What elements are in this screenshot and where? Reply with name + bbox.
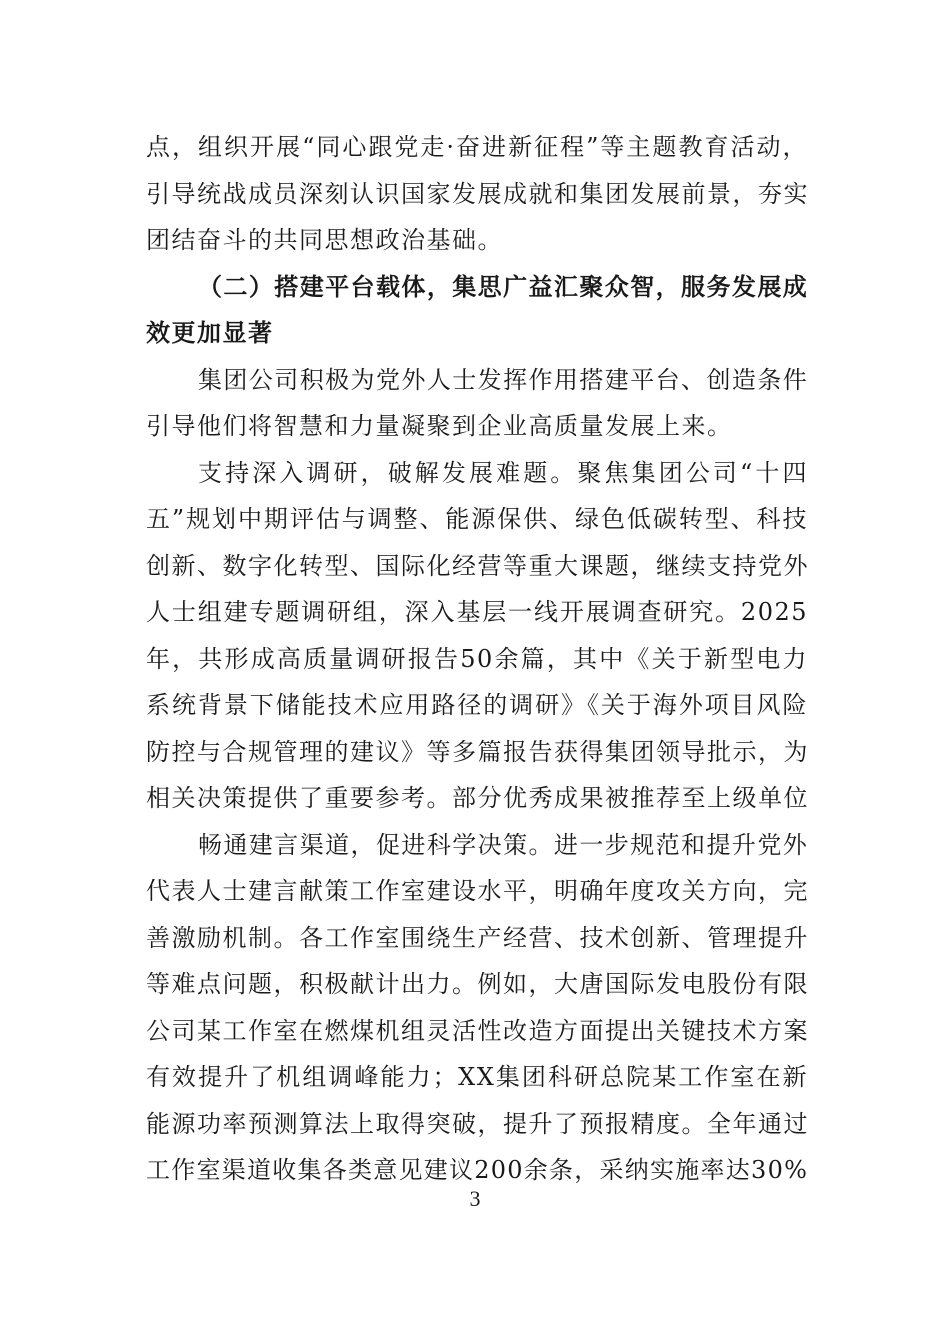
paragraph-line: 防控与合规管理的建议》等多篇报告获得集团领导批示，为 <box>146 737 809 766</box>
paragraph-line: 善激励机制。各工作室围绕生产经营、技术创新、管理提升 <box>146 923 809 952</box>
paragraph-line: 系统背景下储能技术应用路径的调研》《关于海外项目风险 <box>146 691 808 719</box>
document-body <box>146 124 808 1194</box>
paragraph-line: 年，共形成高质量调研报告50余篇，其中《关于新型电力 <box>146 644 808 673</box>
paragraph-line: 等难点问题，积极献计出力。例如，大唐国际发电股份有限 <box>146 970 809 998</box>
paragraph-line: 引导他们将智慧和力量凝聚到企业高质量发展上来。 <box>146 412 733 440</box>
paragraph-line: 公司某工作室在燃煤机组灵活性改造方面提出关键技术方案 <box>146 1016 809 1045</box>
paragraph-line: 集团公司积极为党外人士发挥作用搭建平台、创造条件 <box>198 365 808 394</box>
paragraph-line: 人士组建专题调研组，深入基层一线开展调查研究。2025 <box>146 598 808 626</box>
section-heading-line: 效更加显著 <box>146 318 274 347</box>
paragraph-line: 点，组织开展“同心跟党走·奋进新征程”等主题教育活动， <box>146 133 808 161</box>
paragraph-line: 代表人士建言献策工作室建设水平，明确年度攻关方向，完 <box>146 877 809 905</box>
section-heading-line: （二）搭建平台载体，集思广益汇聚众智，服务发展成 <box>198 271 808 301</box>
paragraph-line: 团结奋斗的共同思想政治基础。 <box>146 226 503 254</box>
page-number: 3 <box>469 1186 481 1211</box>
paragraph-line: 相关决策提供了重要参考。部分优秀成果被推荐至上级单位 <box>146 784 809 812</box>
paragraph-line: 五”规划中期评估与调整、能源保供、绿色低碳转型、科技 <box>146 505 808 533</box>
paragraph-line: 支持深入调研，破解发展难题。聚焦集团公司“十四 <box>198 458 808 487</box>
paragraph-line: 引导统战成员深刻认识国家发展成就和集团发展前景，夯实 <box>146 179 809 208</box>
paragraph-line: 工作室渠道收集各类意见建议200余条，采纳实施率达30% <box>146 1156 809 1184</box>
paragraph-line: 创新、数字化转型、国际化经营等重大课题，继续支持党外 <box>146 551 809 580</box>
paragraph-line: 畅通建言渠道，促进科学决策。进一步规范和提升党外 <box>198 830 808 859</box>
paragraph-line: 有效提升了机组调峰能力；XX集团科研总院某工作室在新 <box>146 1063 808 1091</box>
paragraph-line: 能源功率预测算法上取得突破，提升了预报精度。全年通过 <box>146 1109 809 1138</box>
